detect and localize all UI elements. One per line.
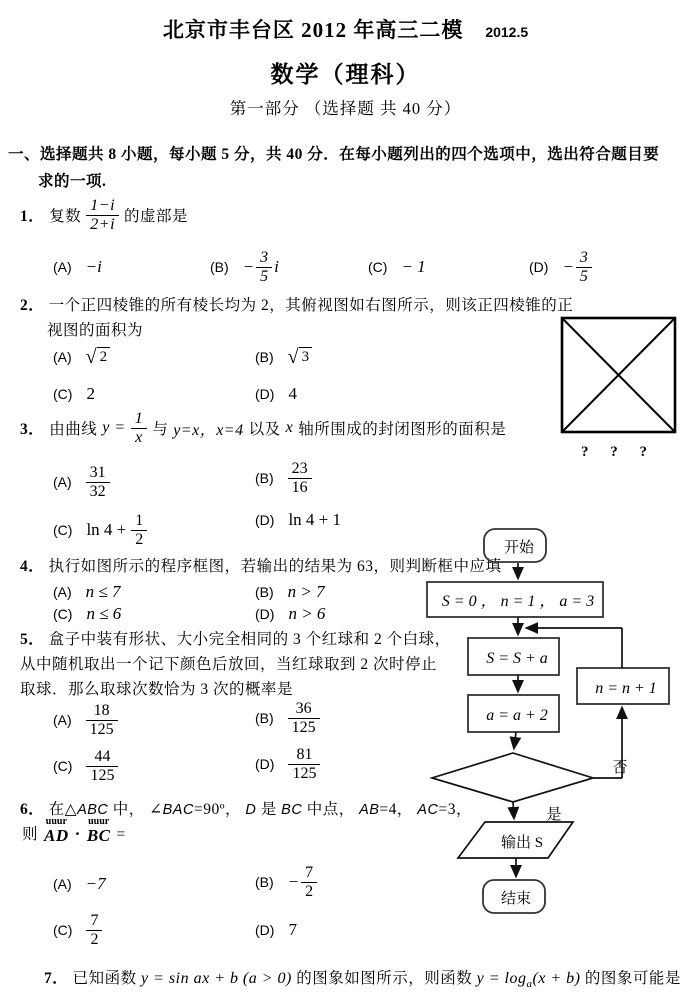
- fraction-numerator: 31: [86, 464, 110, 483]
- fraction-numerator: 3: [576, 249, 592, 268]
- q5-option-c: [53, 744, 118, 788]
- question-1-number: 1．: [20, 208, 45, 226]
- option-label: (D): [255, 606, 275, 622]
- equals-sign: =: [116, 825, 126, 843]
- vector-BC: [87, 818, 111, 844]
- flowchart-end-label: 结束: [500, 891, 532, 907]
- question-3-number: 3．: [20, 421, 45, 439]
- math-var: AB: [359, 802, 380, 818]
- question-6-number: 6．: [20, 801, 45, 818]
- question-4-text: 执行如图所示的程序框图，若输出的结果为 63，则判断框中应填: [48, 558, 502, 575]
- fraction-numerator: 81: [288, 746, 320, 765]
- question-7-text3: 的图象可能是: [584, 970, 681, 987]
- question-6-text: 在△: [48, 801, 78, 818]
- flowchart-step1-label: S = S + a: [486, 650, 548, 667]
- option-value: −7: [85, 874, 106, 893]
- fraction: [86, 702, 118, 739]
- fraction: [301, 864, 317, 901]
- option-value: [562, 249, 591, 286]
- q2-option-b: [255, 345, 312, 369]
- q2-option-d: [255, 382, 297, 406]
- option-value: n ≤ 6: [86, 604, 122, 623]
- option-label: (D): [255, 386, 275, 402]
- flowchart: [420, 520, 691, 920]
- option-label: (A): [53, 349, 72, 365]
- option-value: [86, 512, 147, 549]
- fraction-numerator: 23: [288, 460, 312, 479]
- fraction-denominator: 125: [90, 766, 115, 784]
- q2-option-a: [53, 345, 110, 369]
- vector-base: BC: [86, 825, 111, 845]
- fraction-numerator: 7: [86, 912, 102, 931]
- radicand: 3: [299, 347, 313, 368]
- fraction: [256, 249, 272, 286]
- exam-subject: 数学（理科）: [270, 62, 421, 87]
- question-1-text2: 的虚部是: [124, 208, 189, 226]
- q4-option-b: [255, 580, 325, 604]
- fraction-numerator: 1: [131, 410, 148, 429]
- q1-option-c: [368, 243, 426, 291]
- option-label: (C): [53, 522, 73, 538]
- option-label: (C): [53, 922, 73, 938]
- q6-option-c: [53, 908, 102, 952]
- flowchart-output-label: 输出 S: [500, 835, 544, 851]
- math-expr: y = sin ax + b: [141, 970, 239, 987]
- section-row: [0, 95, 691, 119]
- question-3-text2: 与: [152, 421, 169, 439]
- q5-option-b: [255, 696, 320, 740]
- option-label: (B): [255, 874, 274, 890]
- flowchart-init-label: S = 0 ， n = 1 ， a = 3: [441, 593, 595, 610]
- radicand: 2: [97, 347, 111, 368]
- question-6-text: =3，: [438, 801, 472, 818]
- option-value: [86, 347, 110, 368]
- q1-option-b: [210, 243, 279, 291]
- exam-date: 2012.5: [485, 24, 529, 40]
- q3-option-c: [53, 508, 147, 552]
- fraction-numerator: 18: [86, 702, 118, 721]
- math-expr: x: [285, 419, 294, 437]
- question-2-number: 2．: [20, 297, 45, 314]
- fraction-denominator: 125: [292, 764, 317, 782]
- question-3-text3: 以及: [248, 421, 281, 439]
- option-value: 7: [288, 920, 297, 939]
- option-value: 2: [86, 384, 95, 403]
- q3-option-a: [53, 460, 110, 504]
- q6-option-a: [53, 862, 106, 906]
- question-6-line2: [22, 818, 126, 844]
- option-label: (D): [255, 512, 275, 528]
- fraction: [86, 912, 102, 949]
- ln-expression: ln 4 +: [86, 520, 127, 539]
- fraction-numerator: 1: [131, 512, 147, 531]
- fraction: [131, 410, 148, 447]
- question-7-number: 7．: [44, 970, 69, 987]
- fraction-denominator: 16: [291, 478, 308, 496]
- question-1-text: 复数: [49, 208, 82, 226]
- fraction: [288, 460, 312, 497]
- fraction-denominator: 125: [291, 718, 316, 736]
- question-6-text: 中， ∠: [108, 801, 163, 818]
- q4-option-a: [53, 580, 121, 604]
- flowchart-incr-label: n = n + 1: [595, 680, 657, 697]
- option-label: (D): [529, 259, 549, 275]
- question-5-text: 盒子中装有形状、大小完全相同的 3 个红球和 2 个白球，: [48, 631, 451, 648]
- instructions-line2: 求的一项.: [38, 173, 107, 190]
- option-value: [288, 864, 317, 901]
- option-label: (A): [53, 876, 72, 892]
- option-value: n ≤ 7: [85, 582, 121, 601]
- top-view-figure: [560, 316, 677, 434]
- option-value: 4: [288, 384, 297, 403]
- header: [0, 14, 691, 44]
- fraction-denominator: 5: [260, 267, 269, 285]
- question-6-text: 是: [256, 801, 282, 818]
- option-value: n > 7: [287, 582, 325, 601]
- math-var: ABC: [77, 802, 109, 818]
- option-label: (B): [255, 470, 274, 486]
- math-var: D: [245, 802, 257, 818]
- q1-option-d: [529, 243, 592, 291]
- question-4-number: 4．: [20, 558, 45, 575]
- question-6-text: 中点，: [302, 801, 360, 818]
- math-var: BC: [281, 802, 303, 818]
- question-6-text: =90º，: [193, 801, 246, 818]
- flow-arrow: [514, 732, 516, 748]
- vector-base: AD: [44, 825, 69, 845]
- flowchart-no-label: 否: [612, 760, 628, 776]
- option-label: (B): [255, 584, 274, 600]
- q5-option-a: [53, 698, 118, 742]
- flowchart-decision-shape: [432, 753, 593, 802]
- option-label: (B): [255, 349, 274, 365]
- question-1-stem: [20, 197, 188, 234]
- minus-sign: −: [287, 872, 300, 891]
- option-label: (B): [255, 710, 274, 726]
- fraction-numerator: 44: [86, 748, 118, 767]
- fraction: [86, 197, 119, 234]
- option-value: n > 6: [288, 604, 326, 623]
- option-value: − 1: [401, 257, 426, 276]
- math-expr: y=x，x=4: [173, 421, 244, 439]
- question-7-text2: 的图象如图所示，则函数: [296, 970, 477, 987]
- question-3-stem: [20, 410, 506, 447]
- vector-arrow: uuur: [45, 816, 67, 827]
- option-label: (A): [53, 259, 72, 275]
- instructions-line1: 一、选择题共 8 小题，每小题 5 分，共 40 分．在每小题列出的四个选项中，选出符合题目要: [8, 146, 660, 163]
- question-2-text: 一个正四棱锥的所有棱长均为 2，其俯视图如右图所示，则该正四棱锥的正: [48, 297, 574, 314]
- q6-option-b: [255, 860, 317, 904]
- option-value: [288, 347, 312, 368]
- q4-option-d: [255, 602, 325, 626]
- option-label: (D): [255, 756, 275, 772]
- question-7-stem: [44, 966, 689, 990]
- question-2-line2: 视图的面积为: [47, 322, 144, 339]
- option-label: (A): [53, 474, 72, 490]
- question-7-text: 已知函数: [72, 970, 142, 987]
- fraction-numerator: 7: [301, 864, 317, 883]
- log-base-subscript: a: [526, 978, 533, 990]
- q5-option-d: [255, 742, 320, 786]
- yes-branch-arrow: [513, 802, 514, 818]
- option-value: [243, 249, 279, 286]
- fraction-denominator: 125: [89, 720, 114, 738]
- dot-operator: ·: [74, 823, 81, 843]
- option-value: ln 4 + 1: [288, 510, 341, 529]
- option-label: (D): [255, 922, 275, 938]
- question-5-line2: 从中随机取出一个记下颜色后放回，当红球取到 2 次时停止: [20, 656, 438, 673]
- minus-sign: −: [242, 257, 255, 276]
- q2-option-c: [53, 382, 95, 406]
- fraction-denominator: x: [135, 428, 143, 446]
- section-heading: 第一部分 （选择题 共 40 分）: [229, 99, 462, 118]
- figure-caption: ? ? ?: [581, 444, 656, 460]
- q6-option-d: [255, 908, 297, 952]
- fraction: [576, 249, 592, 286]
- question-6-text: =4，: [379, 801, 418, 818]
- flowchart-yes-label: 是: [546, 807, 562, 823]
- question-2-line1: [20, 293, 573, 315]
- option-label: (B): [210, 259, 229, 275]
- radical-sign: √: [287, 345, 299, 368]
- q1-option-a: [53, 243, 102, 291]
- option-label: (C): [53, 606, 73, 622]
- question-3-text: 由曲线: [49, 421, 98, 439]
- page-title: 北京市丰台区 2012 年高三二模: [162, 18, 464, 42]
- fraction-numerator: 3: [256, 249, 272, 268]
- option-label: (A): [53, 712, 72, 728]
- fraction: [288, 746, 320, 783]
- fraction: [131, 512, 147, 549]
- fraction-numerator: 36: [288, 700, 320, 719]
- question-6-text: 则: [22, 825, 39, 843]
- flowchart-step2-label: a = a + 2: [486, 707, 548, 724]
- fraction-denominator: 2: [135, 530, 144, 548]
- q3-option-b: [255, 456, 312, 500]
- option-label: (C): [368, 259, 388, 275]
- option-value: −i: [85, 257, 102, 276]
- fraction: [86, 748, 118, 785]
- math-expr: (a > 0): [242, 970, 292, 987]
- minus-sign: −: [562, 257, 574, 276]
- fraction-denominator: 2+i: [90, 215, 116, 233]
- option-label: (A): [53, 584, 72, 600]
- fraction-denominator: 2: [90, 930, 99, 948]
- fraction-numerator: 1−i: [86, 197, 119, 216]
- option-label: (C): [53, 758, 73, 774]
- fraction-denominator: 5: [579, 267, 588, 285]
- question-5-line1: [20, 627, 451, 649]
- question-5-number: 5．: [20, 631, 45, 648]
- math-expr: (x + b): [532, 970, 581, 987]
- math-expr: y = log: [476, 970, 527, 987]
- fraction: [86, 464, 110, 501]
- math-var: BAC: [162, 802, 194, 818]
- fraction: [288, 700, 320, 737]
- fraction-denominator: 32: [89, 482, 106, 500]
- math-var: AC: [417, 802, 439, 818]
- subject-row: [0, 56, 691, 89]
- radical-sign: √: [85, 345, 97, 368]
- vector-AD: [44, 818, 69, 844]
- math-expr: y =: [102, 419, 126, 437]
- imaginary-unit: i: [274, 257, 279, 276]
- q4-option-c: [53, 602, 121, 626]
- question-5-line3: 取球．那么取球次数恰为 3 次的概率是: [20, 681, 294, 698]
- question-3-text4: 轴所围成的封闭图形的面积是: [298, 421, 507, 439]
- flowchart-start-label: 开始: [503, 540, 535, 556]
- vector-arrow: uuur: [88, 816, 110, 827]
- fraction-denominator: 2: [305, 882, 314, 900]
- option-label: (C): [53, 386, 73, 402]
- q3-option-d: [255, 505, 341, 535]
